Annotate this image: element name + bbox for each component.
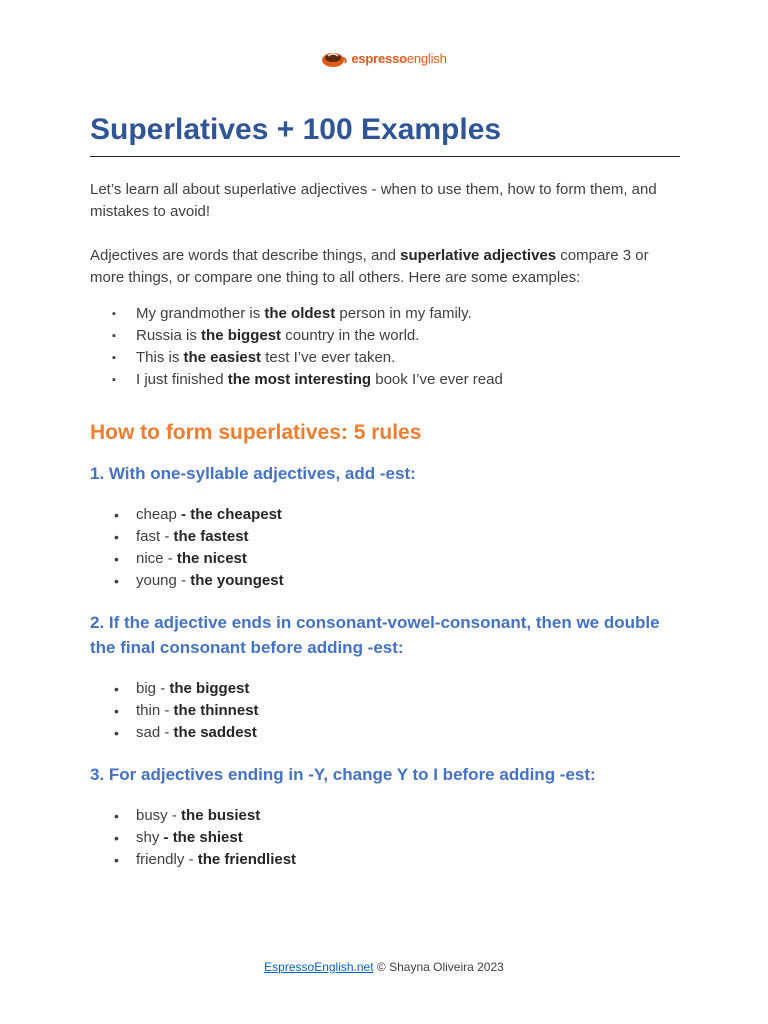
coffee-cup-icon [321,48,347,68]
dot-bullet-icon: • [114,551,119,567]
rule-2-list [90,678,680,744]
list-item: • fast - the fastest [90,526,680,548]
dot-bullet-icon: • [114,681,119,697]
list-item: ▪ This is the easiest test I’ve ever taken. [90,347,680,369]
square-bullet-icon: ▪ [112,374,116,386]
list-item: • cheap - the cheapest [90,504,680,526]
rule-2-heading: 2. If the adjective ends in consonant-vowel-consonant, then we double the final consonant before adding -est: [90,613,660,657]
logo-text: espressoenglish [351,50,447,66]
dot-bullet-icon: • [114,808,119,824]
square-bullet-icon: ▪ [112,308,116,320]
intro-paragraph-1: Let’s learn all about superlative adjectives - when to use them, how to form them, and mistakes to avoid! [90,181,657,220]
section-heading: How to form superlatives: 5 rules [90,421,422,444]
rule-1-list [90,504,680,592]
square-bullet-icon: ▪ [112,330,116,342]
list-item: • thin - the thinnest [90,700,680,722]
list-item: • young - the youngest [90,570,680,592]
list-item: • sad - the saddest [90,722,680,744]
dot-bullet-icon: • [114,830,119,846]
copyright-text: © Shayna Oliveira 2023 [373,960,504,974]
dot-bullet-icon: • [114,852,119,868]
list-item: • shy - the shiest [90,827,680,849]
dot-bullet-icon: • [114,529,119,545]
list-item: • nice - the nicest [90,548,680,570]
list-item: • friendly - the friendliest [90,849,680,871]
list-item: • busy - the busiest [90,805,680,827]
dot-bullet-icon: • [114,573,119,589]
list-item: ▪ My grandmother is the oldest person in my family. [90,303,680,325]
list-item: ▪ I just finished the most interesting book I’ve ever read [90,369,680,391]
intro-paragraph-2: Adjectives are words that describe things, and superlative adjectives compare 3 or more things, or compare one thing to all others. Here are some examples: [90,247,649,286]
list-item: • big - the biggest [90,678,680,700]
dot-bullet-icon: • [114,703,119,719]
document-page [90,112,680,871]
page-title: Superlatives + 100 Examples [90,112,680,157]
page-footer [0,960,768,974]
square-bullet-icon: ▪ [112,352,116,364]
list-item: ▪ Russia is the biggest country in the world. [90,325,680,347]
rule-3-list [90,805,680,871]
dot-bullet-icon: • [114,725,119,741]
website-link[interactable]: EspressoEnglish.net [264,960,374,974]
example-list [90,303,680,391]
rule-3-heading: 3. For adjectives ending in -Y, change Y to I before adding -est: [90,765,596,784]
rule-1-heading: 1. With one-syllable adjectives, add -est: [90,464,416,483]
dot-bullet-icon: • [114,507,119,523]
espresso-english-logo [0,48,768,68]
